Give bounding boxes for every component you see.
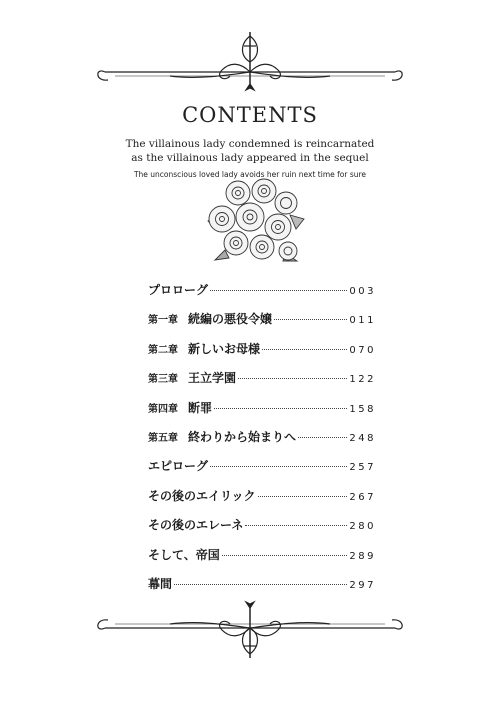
toc-chapter-title: 断罪 [188,400,213,415]
toc-page-number: 070 [349,344,376,356]
toc-page-number: 267 [349,491,376,503]
toc-chapter-number: 第五章 [148,432,178,444]
toc-dot-leader [245,525,347,526]
toc-chapter-number: 第一章 [148,315,178,327]
subtitle-line-1: The villainous lady condemned is reincarnated [125,138,375,150]
toc-entry[interactable] [148,310,376,339]
contents-title: CONTENTS [182,103,318,127]
toc-entry[interactable] [148,399,376,428]
toc-chapter-title: プロローグ [148,283,209,297]
toc-chapter-title: そして、帝国 [148,547,220,562]
toc-dot-leader [174,584,347,585]
toc-chapter-title: エピローグ [148,459,209,474]
toc-page-number: 122 [349,374,376,386]
toc-page-number: 289 [349,550,376,562]
toc-dot-leader [210,466,347,467]
toc-page-number: 003 [349,286,376,297]
toc-chapter-number: 第四章 [148,403,178,415]
toc-chapter-number: 第三章 [148,374,178,386]
toc-page-number: 011 [349,315,376,327]
toc-dot-leader [262,349,347,350]
toc-dot-leader [210,290,347,291]
toc-chapter-title: 幕間 [148,576,173,591]
toc-dot-leader [274,319,347,320]
toc-dot-leader [238,378,347,379]
table-of-contents [148,281,376,604]
toc-entry[interactable] [148,340,376,369]
toc-page-number: 248 [349,432,376,444]
subtitle-line-3: The unconscious loved lady avoids her ruin next time for sure [133,170,367,179]
toc-dot-leader [258,496,348,497]
subtitle-line-2: as the villainous lady appeared in the sequel [131,152,369,164]
toc-page-number: 257 [349,462,376,474]
toc-chapter-title: 王立学園 [188,371,237,386]
toc-page-number: 297 [349,579,376,591]
toc-entry[interactable] [148,546,376,575]
toc-chapter-title: 終わりから始まりへ [188,429,297,444]
toc-chapter-title: 新しいお母様 [188,341,261,356]
toc-page-number: 280 [349,521,376,533]
toc-entry[interactable] [148,428,376,457]
rose-bouquet-icon [200,175,310,275]
toc-chapter-title: 続編の悪役令嬢 [188,312,273,327]
toc-chapter-title: その後のエレーネ [148,518,244,533]
toc-dot-leader [214,408,347,409]
toc-page-number: 158 [349,403,376,415]
top-ornament-divider-icon [0,22,500,92]
toc-entry[interactable] [148,516,376,545]
toc-chapter-title: その後のエイリック [148,488,256,503]
toc-entry[interactable] [148,281,376,310]
toc-entry[interactable] [148,369,376,398]
toc-dot-leader [222,555,348,556]
bottom-ornament-divider-icon [0,598,500,668]
toc-entry[interactable] [148,487,376,516]
toc-chapter-number: 第二章 [148,344,178,356]
toc-dot-leader [298,437,347,438]
toc-entry[interactable] [148,457,376,486]
